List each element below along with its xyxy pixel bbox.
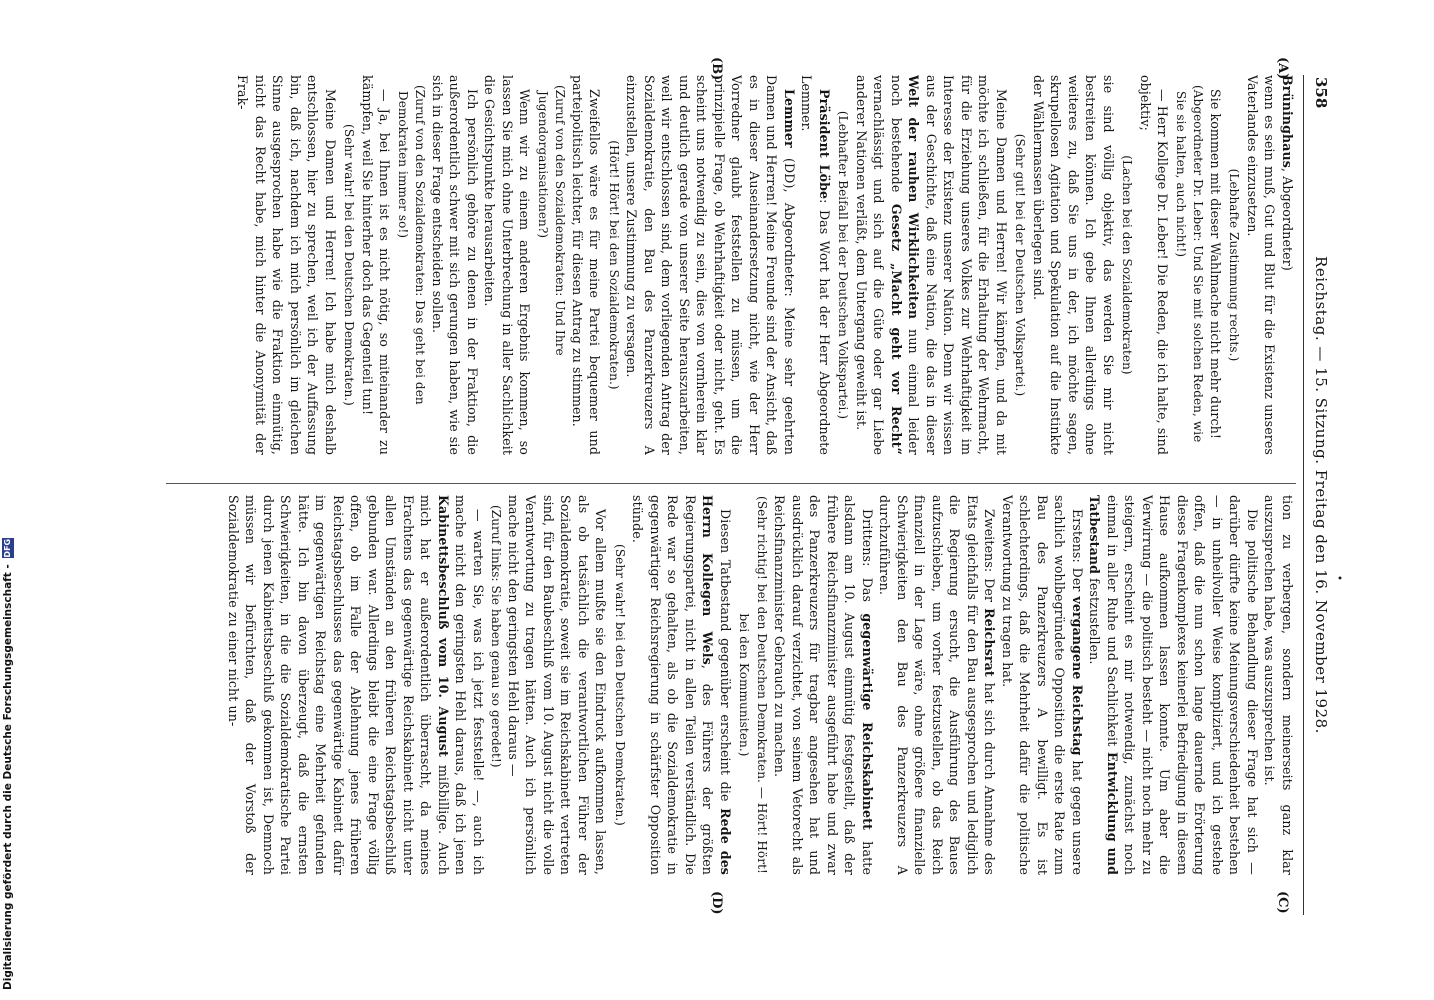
paragraph: Diesen Tatbestand gegenüber erscheint die Rede des Herrn Kollegen Wels, des Führers der größten Regierungspartei, nicht in allen Teilen verständlich. Die Rede war so gehalten, als ob die Sozialdemokratie in gegenwärtiger Reichsregierung in schärfster Opposition stünde. bbox=[630, 495, 733, 875]
column-divider bbox=[166, 483, 1296, 484]
running-header bbox=[1308, 75, 1330, 915]
paragraph: (Sehr richtig! bei den Deutschen Demokraten. — Hört! Hört! bei den Kommunisten.) bbox=[737, 496, 769, 874]
paragraph: Lemmer (DD), Abgeordneter: Meine sehr geehrten Damen und Herren! Meine Freunde sind der Ansicht, daß es in dieser Auseinandersetzung nicht, wie der Herr Vorredner glaubt feststellen zu müssen, um die prinzipielle Frage, ob Wehrhaftigkeit oder nicht, geht. Es scheint uns notwendig zu sein, dies von vornherein klar und deutlich gerade von unserer Seite herauszuarbeiten, weil wir entschlossen sind, dem vorliegenden Antrag der Sozialdemokratie, den Bau des Panzerkreuzers A einzustellen, unsere Zustimmung zu versagen. bbox=[624, 75, 797, 455]
paragraph: Brüninghaus, Abgeordneter) bbox=[1280, 75, 1295, 271]
paragraph: Meine Damen und Herren! Ich habe mich deshalb entschlossen, hier zu sprechen, weil ich der Auffassung bin, daß ich, nachdem ich mich persönlich im gleichen Sinne ausgesprochen habe wie die Fraktion einmütig, nicht das Recht habe, mich hinter die Anonymität der Frak- bbox=[235, 75, 338, 455]
rotated-page bbox=[125, 57, 1344, 915]
paragraph: Präsident Löbe: Das Wort hat der Herr Abgeordnete Lemmer. bbox=[799, 75, 832, 455]
margin-mark-d: (D) bbox=[709, 891, 724, 915]
dfg-logo: DFG bbox=[3, 538, 12, 558]
paragraph: Zweifellos wäre es für meine Partei bequemer und parteipolitisch leichter, für diesen Antrag zu stimmen. bbox=[570, 75, 603, 455]
margin-mark-b: (B) bbox=[709, 57, 724, 81]
header-rule bbox=[1303, 75, 1304, 915]
paragraph: tion zu verbergen, sondern meinerseits ganz klar auszusprechen habe, was auszusprechen ist. bbox=[1262, 495, 1295, 875]
paragraph: Die politische Behandlung dieser Frage hat sich — darüber dürfte keine Meinungsverschiedenheit bestehen — in unheilvoller Weise kompliziert, und ich gestehe offen, daß die nun schon lange dauernde Erörterung dieses Fragenkomplexes keinerlei Befriedigung in diesem Hause aufkommen lassen konnte. Um aber die Verwirrung — die politisch besteht — nicht noch mehr zu steigern, erscheint es mir notwendig, zunächst noch einmal in aller Ruhe und Sachlichkeit Entwicklung und Tatbestand festzustellen. bbox=[1087, 495, 1260, 875]
paragraph: Erstens: Der vergangene Reichstag hat gegen unsere sachlich wohlbegründete Opposition die erste Rate zum Bau des Panzerkreuzers A bewilligt. Es ist schlechterdings, daß die Mehrheit dafür die politische Verantwortung zu tragen hat. bbox=[1000, 495, 1085, 875]
paragraph: Wenn wir zu einem anderen Ergebnis kommen, so lassen Sie mich ohne Unterbrechung in aller Sachlichkeit die Gesichtspunkte herausarbeiten. bbox=[482, 75, 533, 455]
paragraph: (Hört! Hört! bei den Sozialdemokraten.) bbox=[607, 140, 621, 390]
paragraph: (Lachen bei den Sozialdemokraten) bbox=[1120, 155, 1135, 375]
paragraph: Vor allem mußte sie den Eindruck aufkommen lassen, als ob tatsächlich die verantwortlichen Führer der Sozialdemokratie, soweit sie im Reichskabinett vertreten sind, für den Baubeschluß vom 10. August nicht die volle Verantwortung zu tragen hätten. Auch ich persönlich mache nicht den geringsten Hehl daraus — bbox=[506, 495, 609, 875]
margin-mark-a: (A) bbox=[1275, 57, 1290, 80]
paragraph: (Lebhafter Beifall bei der Deutschen Volkspartei.) bbox=[836, 110, 851, 420]
paragraph: (Abgeordneter Dr. Leber: Und Sie mit solchen Reden, wie Sie sie halten, auch nicht!) bbox=[1174, 85, 1206, 443]
paragraph: Sie kommen mit dieser Wahlmache nicht mehr durch! bbox=[1208, 89, 1223, 440]
paragraph: Zweitens: Der Reichsrat hat sich durch Annahme des Etats gleichfalls für den Bau ausgesprochen und lediglich die Regierung ersucht, die Ausführung des Baues aufzuschieben, um vorher festzustellen, ob das Reich finanziell in der Lage wäre, ohne größere finanzielle Schwierigkeiten den Bau des Panzerkreuzers A durchzuführen. bbox=[877, 495, 998, 875]
right-column bbox=[136, 495, 1296, 875]
side-credit-text: Digitalisierung gefördert durch die Deutsche Forschungsgemeinschaft - bbox=[2, 564, 14, 990]
paragraph: — Herr Kollege Dr. Leber! Die Reden, die ich halte, sind objektiv; bbox=[1138, 75, 1171, 455]
side-credit bbox=[0, 0, 16, 990]
paragraph: Ich persönlich gehöre zu denen in der Fraktion, die außerordentlich schwer mit sich gerungen haben, wie sie sich in dieser Frage entscheiden sollen. bbox=[430, 75, 480, 455]
margin-mark-c: (C) bbox=[1275, 891, 1290, 914]
paragraph: (Sehr wahr! bei den Deutschen Demokraten.) bbox=[342, 124, 357, 406]
paragraph: — Ja, bei Ihnen ist es nicht nötig, so miteinander zu kämpfen, weil Sie hinterher doch das Gegenteil tun! bbox=[360, 75, 393, 455]
ink-dot: • bbox=[1333, 575, 1344, 581]
paragraph: Drittens: Das gegenwärtige Reichskabinett hatte alsdann am 10. August einmütig festgestellt, daß der frühere Reichsfinanzminister ausgeführt habe und zwar des Panzerkreuzers für tragbar angesehen hat und ausdrücklich darauf verzichtet, von seinem Vetorecht als Reichsfinanzminister Gebrauch zu machen. bbox=[772, 495, 875, 875]
running-title: Reichstag. — 15. Sitzung. Freitag den 16. November 1928. bbox=[1312, 256, 1330, 734]
paragraph: (Sehr wahr! bei den Deutschen Demokraten.) bbox=[613, 544, 627, 826]
paragraph: — warten Sie, was ich jetzt feststelle! —, auch ich mache nicht den geringsten Hehl daraus, daß ich jenen Kabinettsbeschluß vom 10. August mißbillige. Auch mich hat er außerordentlich überrascht, da meines Erachtens das gegenwärtige Reichskabinett nicht unter allen Umständen an den früheren Reichstagsbeschluß gebunden war. Allerdings bleibt die eine Frage völlig offen, ob im Falle der Ablehnung jenes früheren Reichstagsbeschlusses das gegenwärtige Kabinett dafür im gegenwärtigen Reichstag eine Mehrheit gefunden hätte. Ich bin davon überzeugt, daß die ernsten Schwierigkeiten, in die die Sozialdemokratische Partei durch jenen Kabinettsbeschluß gekommen ist, Demnoch müssen wir befürchten, daß der Vorstoß der Sozialdemokratie zu einer nicht un- bbox=[226, 495, 486, 875]
left-column bbox=[136, 75, 1296, 455]
paragraph: (Zuruf links: Sie haben genau so geredet!) bbox=[489, 505, 504, 768]
paragraph: (Sehr gut! bei der Deutschen Volkspartei.) bbox=[1013, 133, 1028, 397]
paragraph: (Zuruf von den Sozialdemokraten: Das geht bei den Demokraten immer so!) bbox=[396, 85, 428, 405]
paragraph: Meine Damen und Herren! Wir kämpfen, und da mit möchte ich schließen, für die Erhaltung der Wehrmacht, für die Erziehung unseres Volkes zur Wehrhaftigkeit im Interesse der Existenz unserer Nation. Denn wir wissen aus der Geschichte, daß eine Nation, die das in dieser Welt der rauhen Wirklichkeiten nun einmal leider noch bestehende Gesetz „Macht geht vor Recht“ vernachlässigt und sich auf die Güte oder gar Liebe anderer Nationen verläßt, dem Untergang geweiht ist. bbox=[854, 75, 1009, 455]
paragraph: (Lebhafte Zustimmung rechts.) bbox=[1227, 168, 1242, 362]
paragraph: wenn es sein muß, Gut und Blut für die Existenz unseres Vaterlandes einzusetzen. bbox=[1245, 75, 1278, 455]
page-number: 358 bbox=[1312, 77, 1330, 109]
paragraph: (Zuruf von den Sozialdemokraten: Und Ihre Jugendorganisationen?) bbox=[536, 85, 568, 356]
paragraph: sie sind völlig objektiv, das werden Sie mir nicht bestreiten können. Ich gebe Ihnen allerdings ohne weiteres zu, daß Sie uns in der, ich möchte sagen, skrupellosen Agitation und Spekulation auf die Instinkte der Wählermassen überlegen sind. bbox=[1031, 75, 1116, 455]
